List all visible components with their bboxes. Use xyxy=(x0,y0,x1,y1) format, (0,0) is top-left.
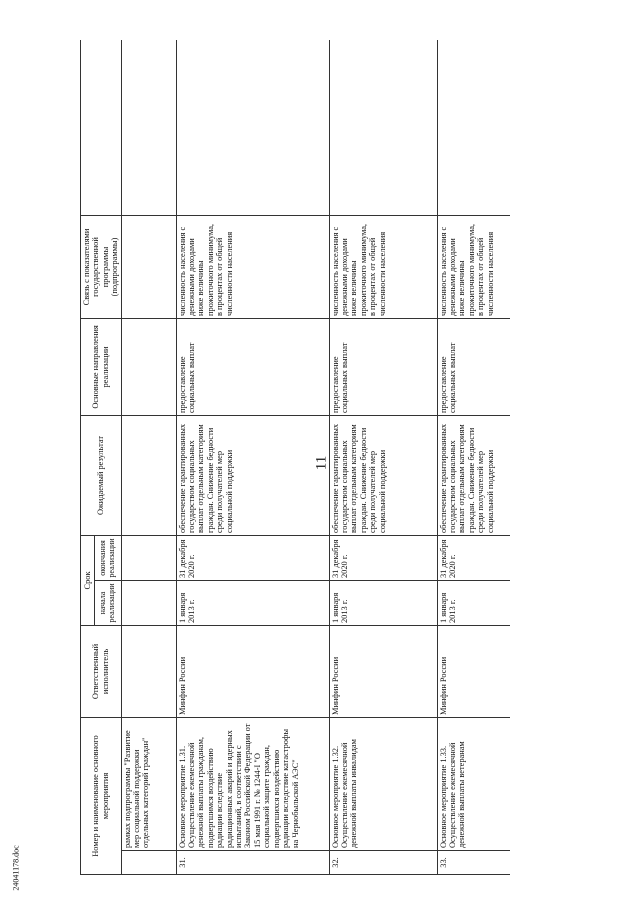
row-name: Основное мероприятие 1.32. Осуществление ежемесячной денежной выплаты инвалидам xyxy=(329,718,437,851)
row-number: 31. xyxy=(176,851,329,875)
row-directions: предоставление социальных выплат xyxy=(437,319,510,416)
table-container xyxy=(80,40,510,875)
header-link: Связь с показателями государственной программы (подпрограммы) xyxy=(81,216,122,319)
header-number-name: Номер и наименование основного мероприятия xyxy=(81,718,122,875)
row-end: 31 декабря 2020 г. xyxy=(437,536,510,581)
continuation-row xyxy=(121,40,176,875)
measures-table xyxy=(80,40,510,875)
row-link: численность населения с денежными доходами ниже величины прожиточного минимума, в процентах от общей численности населения xyxy=(329,216,437,319)
row-result: обеспечение гарантированных государством социальных выплат отдельным категориям граждан. Снижение бедности среди получателей мер социальной поддержки xyxy=(329,416,437,536)
row-name: Основное мероприятие 1.33. Осуществление ежемесячной денежной выплаты ветеранам xyxy=(437,718,510,851)
row-empty xyxy=(329,40,437,216)
row-start: 1 января 2013 г. xyxy=(437,581,510,626)
row-responsible: Минфин России xyxy=(329,626,437,718)
header-end: окончания реализации xyxy=(95,536,121,581)
row-responsible: Минфин России xyxy=(437,626,510,718)
row-result: обеспечение гарантированных государством социальных выплат отдельным категориям граждан. Снижение бедности среди получателей мер социальной поддержки xyxy=(437,416,510,536)
row-empty xyxy=(176,40,329,216)
header-directions: Основные направления реализации xyxy=(81,319,122,416)
row-responsible: Минфин России xyxy=(176,626,329,718)
header-empty xyxy=(81,40,122,216)
page-number: 11 xyxy=(313,455,330,471)
table-row xyxy=(176,40,329,875)
header-term: Срок xyxy=(81,536,95,626)
row-number: 33. xyxy=(437,851,510,875)
row-directions: предоставление социальных выплат xyxy=(329,319,437,416)
row-link: численность населения с денежными доходами ниже величины прожиточного минимума, в процентах от общей численности населения xyxy=(437,216,510,319)
header-result: Ожидаемый результат xyxy=(81,416,122,536)
row-end: 31 декабря 2020 г. xyxy=(329,536,437,581)
row-number: 32. xyxy=(329,851,437,875)
table-row xyxy=(329,40,437,875)
table-row xyxy=(437,40,510,875)
row-start: 1 января 2013 г. xyxy=(329,581,437,626)
row-name: Основное мероприятие 1.31. Осуществление ежемесячной денежной выплаты гражданам, подвергшимся воздействию радиации вследствие радиационных аварий и ядерных испытаний, в соответствии с Законом Российской Федерации от 15 мая 1991 г. № 1244-I "О социальной защите граждан, подвергшихся воздействию радиации вследствие катастрофы на Чернобыльской АЭС" xyxy=(176,718,329,851)
row-empty xyxy=(437,40,510,216)
document-filename: 24041178.doc xyxy=(11,845,21,891)
row-result: обеспечение гарантированных государством социальных выплат отдельным категориям граждан. Снижение бедности среди получателей мер социальной поддержки xyxy=(176,416,329,536)
continuation-text: рамках подпрограммы "Развитие мер социальной поддержки отдельных категорий граждан" xyxy=(121,718,176,851)
rotated-table-frame xyxy=(80,40,510,875)
row-end: 31 декабря 2020 г. xyxy=(176,536,329,581)
row-directions: предоставление социальных выплат xyxy=(176,319,329,416)
continuation-num xyxy=(121,851,176,875)
header-start: начала реализации xyxy=(95,581,121,626)
header-responsible: Ответственный исполнитель xyxy=(81,626,122,718)
row-link: численность населения с денежными доходами ниже величины прожиточного минимума, в процентах от общей численности населения xyxy=(176,216,329,319)
row-start: 1 января 2013 г. xyxy=(176,581,329,626)
